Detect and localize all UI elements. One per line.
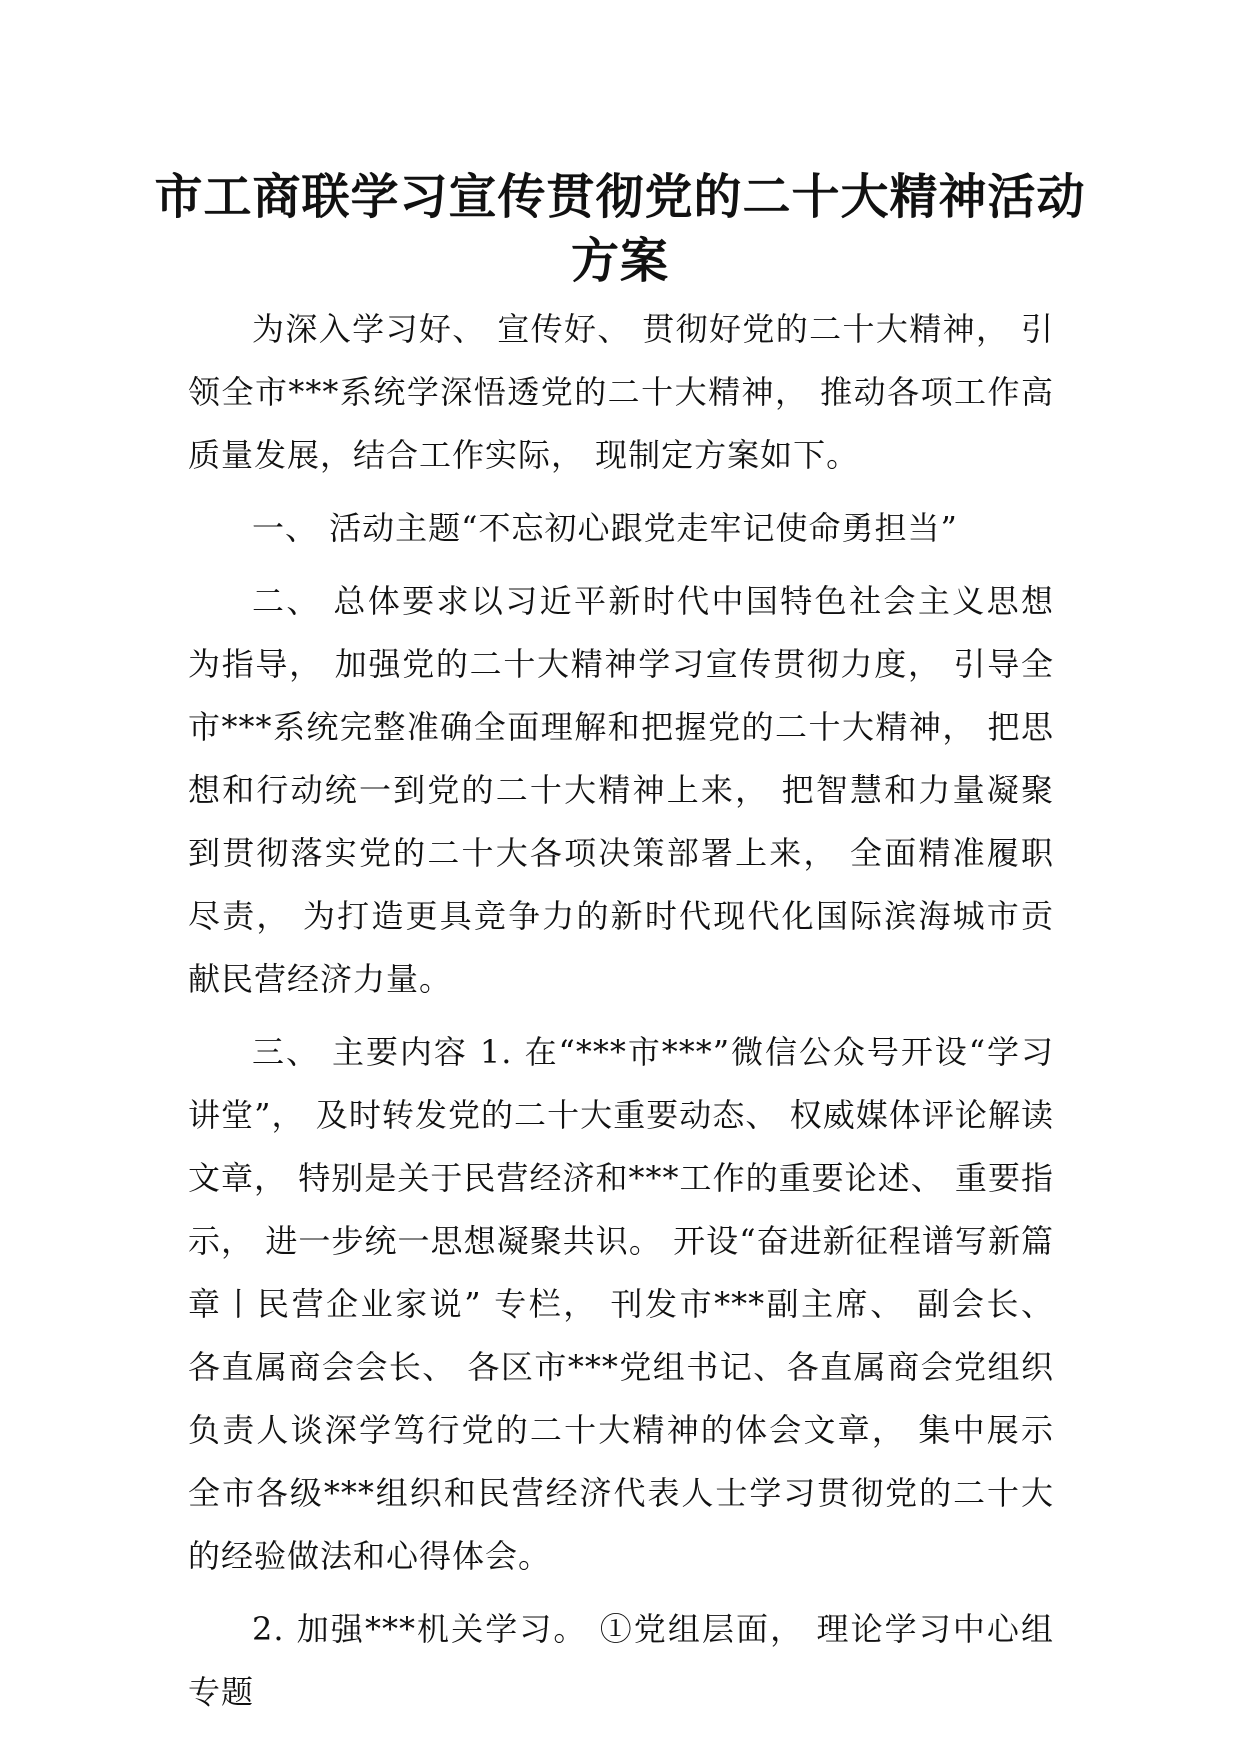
- paragraph-section-1-theme: 一、 活动主题“不忘初心跟党走牢记使命勇担当”: [252, 509, 958, 547]
- paragraph-section-2-requirements: 二、 总体要求以习近平新时代中国特色社会主义思想为指导， 加强党的二十大精神学习宣传贯彻力度， 引导全市***系统完整准确全面理解和把握党的二十大精神， 把思想和行动统一到党的二十大精神上来， 把智慧和力量凝聚到贯彻落实党的二十大各项决策部署上来， 全面精准履职尽责， 为打造更具竞争力的新时代现代化国际滨海城市贡献民营经济力量。: [188, 582, 1054, 998]
- paragraph-intro: 为深入学习好、 宣传好、 贯彻好党的二十大精神， 引领全市***系统学深悟透党的二十大精神， 推动各项工作高质量发展，结合工作实际， 现制定方案如下。: [188, 310, 1054, 474]
- document-body: [188, 298, 1054, 1724]
- document-title: 市工商联学习宣传贯彻党的二十大精神活动方案: [154, 169, 1086, 289]
- paragraph-section-3-content: 三、 主要内容 1. 在“***市***”微信公众号开设“学习讲堂”， 及时转发党的二十大重要动态、 权威媒体评论解读文章， 特别是关于民营经济和***工作的重要论述、 重要指示， 进一步统一思想凝聚共识。 开设“奋进新征程谱写新篇章丨民营企业家说” 专栏， 刊发市***副主席、 副会长、 各直属商会会长、 各区市***党组书记、各直属商会党组织负责人谈深学笃行党的二十大精神的体会文章， 集中展示全市各级***组织和民营经济代表人士学习贯彻党的二十大的经验做法和心得体会。: [188, 1033, 1054, 1575]
- paragraph-item-2: 2. 加强***机关学习。 ①党组层面， 理论学习中心组专题: [188, 1610, 1054, 1711]
